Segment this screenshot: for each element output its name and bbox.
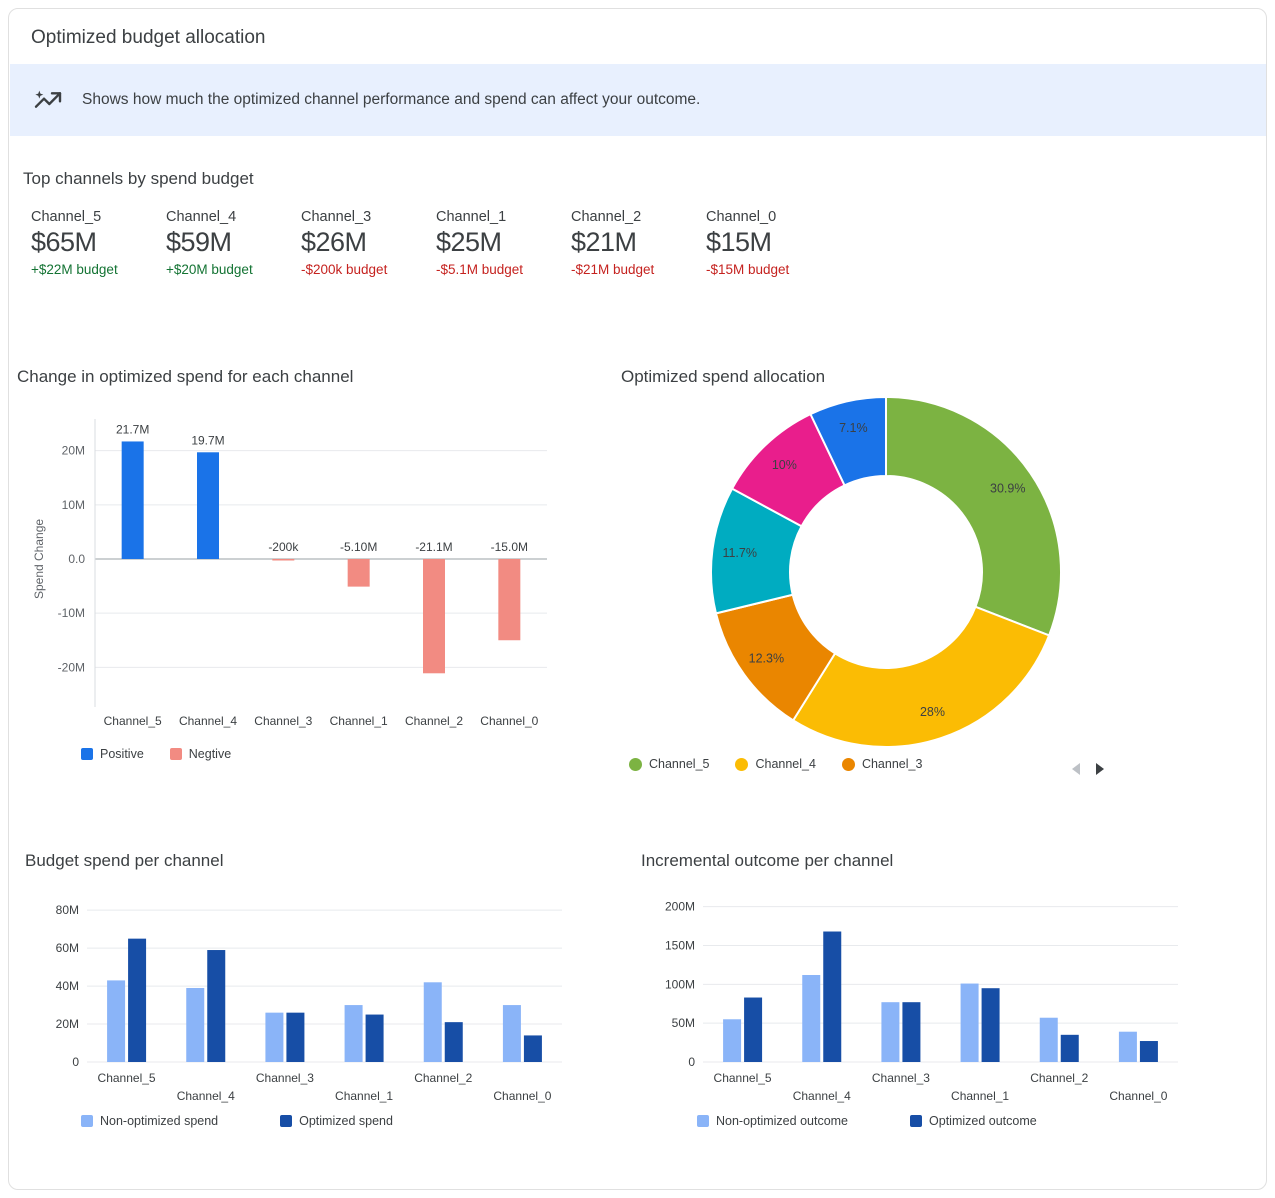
svg-text:10M: 10M xyxy=(61,497,85,512)
chart-spend-change xyxy=(17,389,577,749)
kpi-row xyxy=(31,209,841,277)
svg-text:11.7%: 11.7% xyxy=(722,546,757,561)
kpi-value: $15M xyxy=(706,227,772,257)
chart-title-budget-spend: Budget spend per channel xyxy=(25,851,224,870)
svg-text:-21.1M: -21.1M xyxy=(415,540,453,554)
svg-text:Channel_1: Channel_1 xyxy=(329,714,388,728)
chevron-left-icon[interactable] xyxy=(1069,761,1085,777)
pie-legend-pager[interactable] xyxy=(1069,761,1116,777)
kpi-delta: -$200k budget xyxy=(301,262,388,278)
chevron-right-icon[interactable] xyxy=(1091,761,1107,777)
svg-text:Channel_4: Channel_4 xyxy=(178,714,238,728)
svg-text:0.0: 0.0 xyxy=(68,552,85,566)
page-title: Optimized budget allocation xyxy=(31,27,266,48)
donut-plot xyxy=(621,387,1241,767)
chart-title-spend-allocation: Optimized spend allocation xyxy=(621,367,826,386)
kpi-channel-name: Channel_1 xyxy=(436,209,507,225)
svg-text:28%: 28% xyxy=(919,704,945,719)
svg-text:12.3%: 12.3% xyxy=(748,651,785,666)
svg-text:Channel_5: Channel_5 xyxy=(713,1071,772,1085)
legend-item xyxy=(170,747,231,761)
svg-text:7.1%: 7.1% xyxy=(839,421,868,436)
kpi-card xyxy=(301,209,436,277)
legend-item[interactable] xyxy=(735,757,815,771)
legend-label: Channel_3 xyxy=(861,757,923,771)
svg-text:Channel_4: Channel_4 xyxy=(176,1089,235,1103)
legend-item xyxy=(81,1114,218,1128)
svg-text:30.9%: 30.9% xyxy=(990,481,1026,496)
legend-swatch-channel-5 xyxy=(629,758,642,771)
svg-text:200M: 200M xyxy=(664,899,695,914)
budget-spend-plot xyxy=(17,877,577,1117)
svg-text:80M: 80M xyxy=(55,903,79,918)
kpi-card xyxy=(706,209,841,277)
svg-text:Channel_1: Channel_1 xyxy=(951,1089,1010,1103)
legend-item[interactable] xyxy=(629,757,709,771)
legend-spend-allocation xyxy=(629,757,948,771)
kpi-channel-name: Channel_5 xyxy=(31,209,102,225)
legend-label: Channel_4 xyxy=(755,757,816,771)
optimized-budget-card xyxy=(8,8,1267,1190)
svg-text:Channel_2: Channel_2 xyxy=(1030,1071,1089,1085)
legend-swatch-optimized-outcome xyxy=(910,1115,922,1127)
svg-text:Channel_0: Channel_0 xyxy=(493,1089,552,1103)
kpi-channel-name: Channel_0 xyxy=(706,209,777,225)
kpi-card xyxy=(166,209,301,277)
legend-label: Optimized spend xyxy=(299,1114,393,1128)
svg-text:Channel_0: Channel_0 xyxy=(1109,1089,1168,1103)
chart-incremental-outcome xyxy=(633,877,1193,1117)
kpi-value: $26M xyxy=(301,227,367,257)
svg-text:Channel_2: Channel_2 xyxy=(404,714,464,728)
kpi-section-title: Top channels by spend budget xyxy=(23,169,254,188)
kpi-delta: -$21M budget xyxy=(571,262,655,278)
svg-text:19.7M: 19.7M xyxy=(191,433,225,448)
svg-text:20M: 20M xyxy=(55,1017,79,1032)
spend-change-plot xyxy=(17,389,577,729)
svg-text:21.7M: 21.7M xyxy=(115,422,150,437)
kpi-value: $21M xyxy=(571,227,637,257)
svg-text:-10M: -10M xyxy=(57,606,85,621)
svg-text:Channel_5: Channel_5 xyxy=(103,714,162,728)
legend-swatch-negative xyxy=(170,748,182,760)
svg-text:100M: 100M xyxy=(664,977,695,992)
legend-item[interactable] xyxy=(842,757,922,771)
svg-text:Channel_1: Channel_1 xyxy=(335,1089,394,1103)
svg-text:50M: 50M xyxy=(671,1016,695,1031)
svg-text:20M: 20M xyxy=(61,443,85,458)
info-banner xyxy=(10,64,1266,136)
kpi-card xyxy=(436,209,571,277)
svg-text:Channel_0: Channel_0 xyxy=(480,714,539,728)
legend-item xyxy=(697,1114,848,1128)
svg-text:Channel_5: Channel_5 xyxy=(97,1071,156,1085)
chart-spend-allocation xyxy=(621,387,1241,767)
svg-text:-200k: -200k xyxy=(268,540,299,554)
legend-incremental-outcome xyxy=(697,1114,1063,1128)
trending-up-icon xyxy=(32,84,64,116)
svg-text:10%: 10% xyxy=(771,458,797,473)
legend-swatch-channel-4 xyxy=(735,758,748,771)
legend-swatch-optimized-spend xyxy=(280,1115,292,1127)
svg-text:-15.0M: -15.0M xyxy=(490,540,529,554)
legend-swatch-non-optimized-outcome xyxy=(697,1115,709,1127)
svg-text:40M: 40M xyxy=(55,979,79,994)
svg-text:0: 0 xyxy=(72,1055,79,1069)
chart-title-incremental-outcome: Incremental outcome per channel xyxy=(641,851,894,870)
kpi-value: $25M xyxy=(436,227,502,257)
kpi-card xyxy=(31,209,166,277)
legend-item xyxy=(910,1114,1037,1128)
legend-swatch-non-optimized-spend xyxy=(81,1115,93,1127)
kpi-delta: +$22M budget xyxy=(31,262,118,278)
svg-text:-20M: -20M xyxy=(57,660,85,675)
kpi-value: $65M xyxy=(31,227,97,257)
legend-swatch-positive xyxy=(81,748,93,760)
svg-text:150M: 150M xyxy=(664,938,695,953)
kpi-delta: -$15M budget xyxy=(706,262,790,278)
legend-label: Non-optimized spend xyxy=(100,1114,219,1128)
legend-spend-change xyxy=(81,747,257,761)
legend-budget-spend xyxy=(81,1114,419,1128)
legend-label: Negtive xyxy=(188,747,232,761)
svg-text:0: 0 xyxy=(688,1055,695,1069)
svg-text:Channel_2: Channel_2 xyxy=(414,1071,473,1085)
legend-label: Positive xyxy=(100,747,144,761)
incremental-outcome-plot xyxy=(633,877,1193,1117)
kpi-delta: -$5.1M budget xyxy=(436,262,524,278)
chart-title-spend-change: Change in optimized spend for each channel xyxy=(17,367,354,386)
svg-text:-5.10M: -5.10M xyxy=(339,540,378,554)
svg-text:Channel_3: Channel_3 xyxy=(254,714,313,728)
kpi-channel-name: Channel_4 xyxy=(166,209,237,225)
kpi-delta: +$20M budget xyxy=(166,262,253,278)
legend-swatch-channel-3 xyxy=(842,758,855,771)
svg-text:Channel_3: Channel_3 xyxy=(871,1071,930,1085)
chart-budget-spend xyxy=(17,877,577,1117)
info-banner-text: Shows how much the optimized channel performance and spend can affect your outcome. xyxy=(82,91,701,108)
legend-item xyxy=(280,1114,393,1128)
kpi-channel-name: Channel_3 xyxy=(301,209,372,225)
svg-text:Channel_3: Channel_3 xyxy=(255,1071,314,1085)
kpi-value: $59M xyxy=(166,227,232,257)
kpi-channel-name: Channel_2 xyxy=(571,209,642,225)
kpi-card xyxy=(571,209,706,277)
svg-text:60M: 60M xyxy=(55,941,79,956)
svg-text:Spend Change: Spend Change xyxy=(32,518,46,600)
legend-label: Optimized outcome xyxy=(929,1114,1037,1128)
legend-label: Non-optimized outcome xyxy=(716,1114,849,1128)
legend-item xyxy=(81,747,144,761)
svg-text:Channel_4: Channel_4 xyxy=(792,1089,851,1103)
legend-label: Channel_5 xyxy=(649,757,710,771)
